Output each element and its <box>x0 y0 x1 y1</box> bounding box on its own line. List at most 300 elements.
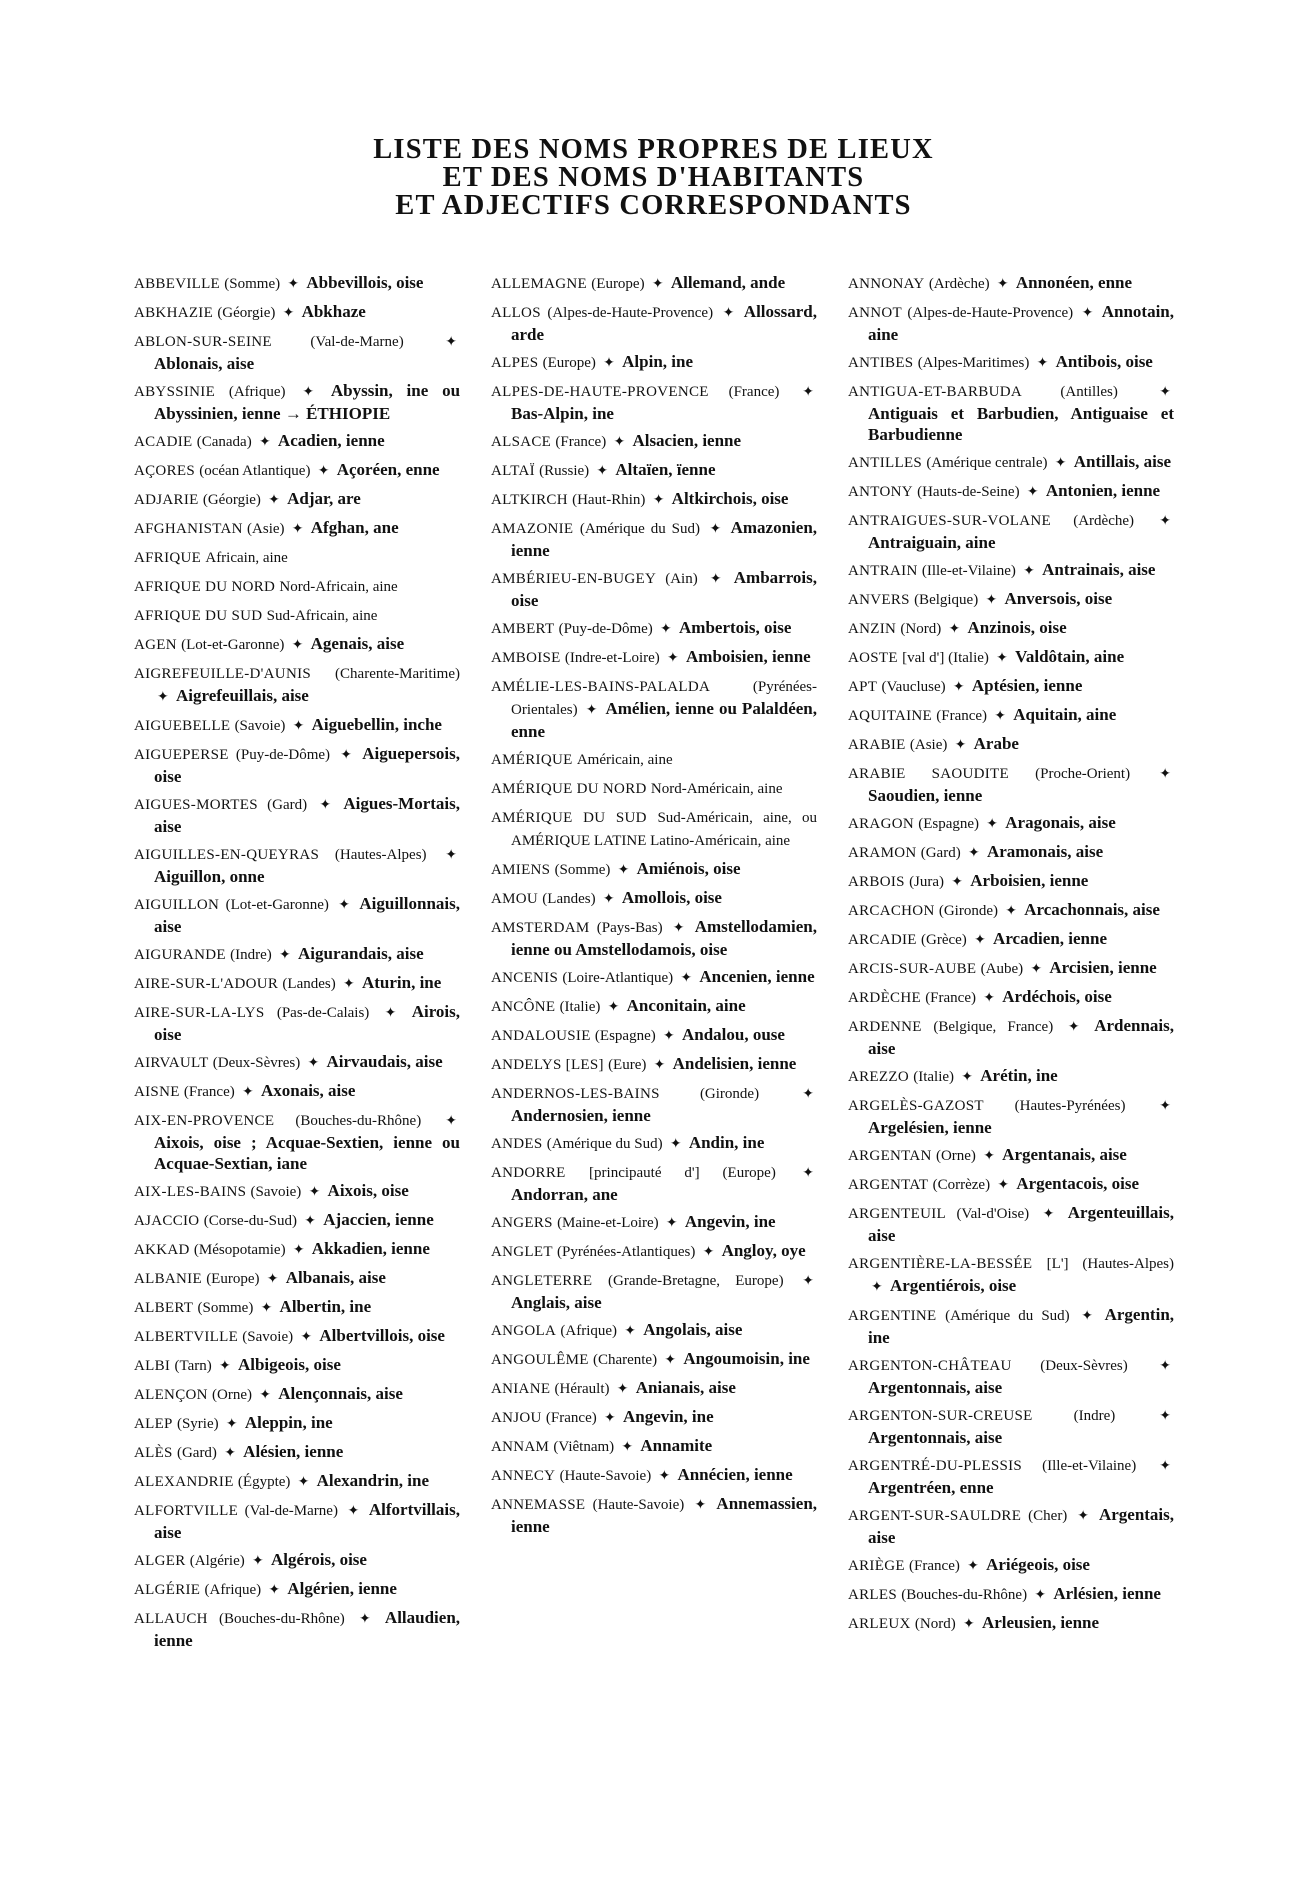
place-name: ARGENTON-SUR-CREUSE <box>848 1408 1033 1424</box>
place-name: AIGUEPERSE <box>134 747 229 763</box>
place-name: ABLON-SUR-SEINE <box>134 334 272 350</box>
place-region: (France) <box>925 990 976 1006</box>
list-item <box>491 301 817 345</box>
place-name: ALENÇON <box>134 1387 208 1403</box>
place-name: ALLAUCH <box>134 1611 208 1627</box>
inhabitant-name: Angolais, aise <box>643 1320 743 1339</box>
diamond-icon: ✦ <box>613 435 626 450</box>
diamond-icon: ✦ <box>624 1324 637 1339</box>
list-item <box>848 899 1174 922</box>
place-name: ARDENNE <box>848 1019 922 1035</box>
title-line-2: ET DES NOMS D'HABITANTS <box>442 162 865 193</box>
diamond-icon: ✦ <box>258 435 271 450</box>
place-region: (Charente) <box>592 1352 658 1368</box>
inhabitant-name: Alfortvillais, aise <box>154 1500 460 1542</box>
inhabitant-name: Ancenien, ienne <box>699 967 815 986</box>
list-item <box>848 841 1174 864</box>
list-item <box>491 966 817 989</box>
place-region: (Pyrénées-Atlantiques) <box>557 1244 696 1260</box>
inhabitant-name: Arboisien, ienne <box>970 871 1089 890</box>
list-item <box>491 1024 817 1047</box>
inhabitant-name: Annemassien, ienne <box>511 1494 818 1536</box>
inhabitant-name: Angoumoisin, ine <box>683 1349 810 1368</box>
place-region: (Haute-Savoie) <box>559 1468 652 1484</box>
inhabitant-name: Alençonnais, aise <box>278 1384 403 1403</box>
place-region: (Hauts-de-Seine) <box>917 484 1020 500</box>
diamond-icon: ✦ <box>1159 1099 1171 1114</box>
list-item <box>848 480 1174 503</box>
list-item <box>491 1464 817 1487</box>
diamond-icon: ✦ <box>1023 564 1035 579</box>
list-item <box>848 1554 1174 1577</box>
diamond-icon: ✦ <box>1159 514 1171 529</box>
place-name: ALFORTVILLE <box>134 1503 239 1519</box>
place-name: ANNOT <box>848 305 902 321</box>
place-name: AJACCIO <box>134 1213 200 1229</box>
list-item <box>134 972 460 995</box>
inhabitant-name: Argentonnais, aise <box>868 1428 1003 1447</box>
inhabitant-name: Algérien, ienne <box>287 1579 397 1598</box>
place-name: ARLEUX <box>848 1616 911 1632</box>
inhabitant-name: Andin, ine <box>688 1133 765 1152</box>
inhabitant-name: Argentonnais, aise <box>868 1378 1003 1397</box>
diamond-icon: ✦ <box>218 1359 231 1374</box>
inhabitant-name: Aixois, oise ; Acquae-Sextien, ienne ou Acquae-Sextian, iane <box>154 1133 460 1173</box>
place-region: (Haute-Savoie) <box>592 1497 685 1513</box>
inhabitant-name: Aiguebellin, inche <box>311 715 442 734</box>
place-region: (Afrique) <box>228 384 286 400</box>
list-item <box>134 488 460 511</box>
list-item <box>134 893 460 937</box>
list-item <box>848 1612 1174 1635</box>
list-item <box>134 546 460 569</box>
diamond-icon: ✦ <box>596 464 609 479</box>
inhabitant-name: Ardéchois, oise <box>1002 987 1112 1006</box>
place-name: ADJARIE <box>134 492 199 508</box>
place-region: (Gironde) <box>938 903 998 919</box>
place-name: AMÉLIE-LES-BAINS-PALALDA <box>491 679 711 695</box>
list-item <box>848 1354 1174 1398</box>
inhabitant-name: Arlésien, ienne <box>1053 1584 1161 1603</box>
place-region: (Antilles) <box>1060 384 1118 400</box>
place-region: (océan Atlantique) <box>199 463 311 479</box>
list-item <box>491 646 817 669</box>
inhabitant-name: Afghan, ane <box>310 518 399 537</box>
place-name: ANTRAIN <box>848 563 918 579</box>
place-name: AMBERT <box>491 621 555 637</box>
inhabitant-name: Andelisien, ienne <box>672 1054 797 1073</box>
list-item <box>491 675 817 742</box>
diamond-icon: ✦ <box>224 1446 236 1461</box>
list-item <box>491 430 817 453</box>
place-region: (Espagne) <box>594 1028 656 1044</box>
list-item <box>491 1319 817 1342</box>
list-item <box>134 1325 460 1348</box>
inhabitant-name: Amollois, oise <box>621 888 722 907</box>
inhabitant-name: Aixois, oise <box>327 1181 409 1200</box>
place-name: AKKAD <box>134 1242 190 1258</box>
list-item <box>848 928 1174 951</box>
place-region: (Proche-Orient) <box>1035 766 1131 782</box>
place-name: ALPES-DE-HAUTE-PROVENCE <box>491 384 709 400</box>
list-item <box>848 272 1174 295</box>
place-region: Sud-Africain, aine <box>266 608 378 624</box>
inhabitant-name: Altkirchois, oise <box>671 489 789 508</box>
inhabitant-name: Aiguepersois, oise <box>154 744 460 786</box>
inhabitant-name: Acadien, ienne <box>277 431 385 450</box>
diamond-icon: ✦ <box>669 1137 682 1152</box>
list-item <box>134 1499 460 1543</box>
place-region: (Amérique centrale) <box>926 455 1048 471</box>
inhabitant-name: Ardennais, aise <box>868 1016 1175 1058</box>
list-item <box>134 1470 460 1493</box>
inhabitant-name: Albigeois, oise <box>237 1355 341 1374</box>
place-name: ALLEMAGNE <box>491 276 588 292</box>
place-region: (Landes) <box>282 976 336 992</box>
place-name: ACADIE <box>134 434 193 450</box>
list-item <box>848 646 1174 669</box>
inhabitant-name: Amstellodamien, ienne ou Amstellodamois, oise <box>511 917 818 959</box>
title-line-1: LISTE DES NOMS PROPRES DE LIEUX <box>373 134 934 165</box>
inhabitant-name: Aigues-Mortais, aise <box>154 794 461 836</box>
place-name: ANTRAIGUES-SUR-VOLANE <box>848 513 1051 529</box>
list-item <box>848 957 1174 980</box>
diamond-icon: ✦ <box>1159 1359 1172 1374</box>
inhabitant-name: Arcadien, ienne <box>993 929 1108 948</box>
place-name: ABYSSINIE <box>134 384 216 400</box>
inhabitant-name: Aturin, ine <box>361 973 442 992</box>
place-name: ANNECY <box>491 1468 556 1484</box>
place-region: (Orne) <box>935 1148 976 1164</box>
diamond-icon: ✦ <box>665 1216 678 1231</box>
diamond-icon: ✦ <box>1054 456 1067 471</box>
list-item <box>848 812 1174 835</box>
list-item <box>134 1080 460 1103</box>
list-item <box>848 1144 1174 1167</box>
inhabitant-name: Angloy, oye <box>721 1241 806 1260</box>
diamond-icon: ✦ <box>268 493 280 508</box>
list-item <box>491 272 817 295</box>
place-name: AOSTE <box>848 650 898 666</box>
diamond-icon: ✦ <box>445 335 458 350</box>
inhabitant-name: Adjar, are <box>287 489 361 508</box>
inhabitant-name: Aquitain, aine <box>1013 705 1117 724</box>
place-name: AGEN <box>134 637 177 653</box>
place-name: ANNAM <box>491 1439 550 1455</box>
diamond-icon: ✦ <box>996 277 1009 292</box>
inhabitant-name: Aigurandais, aise <box>297 944 424 963</box>
inhabitant-name: Antraiguain, aine <box>868 533 996 552</box>
place-name: ARGENTIÈRE-LA-BESSÉE <box>848 1256 1033 1272</box>
place-name: ALGER <box>134 1553 186 1569</box>
diamond-icon: ✦ <box>962 1617 975 1632</box>
place-region: (Hautes-Alpes) <box>334 847 427 863</box>
inhabitant-name: Abyssin, ine ou Abyssinien, ienne → ÉTHIOPIE <box>154 381 461 423</box>
place-region: (Cher) <box>1028 1508 1068 1524</box>
list-item <box>848 1015 1174 1059</box>
diamond-icon: ✦ <box>292 719 305 734</box>
diamond-icon: ✦ <box>1159 1459 1172 1474</box>
diamond-icon: ✦ <box>585 703 598 718</box>
place-region: (Gard) <box>267 797 308 813</box>
diamond-icon: ✦ <box>1159 767 1171 782</box>
diamond-icon: ✦ <box>342 977 355 992</box>
diamond-icon: ✦ <box>1159 1409 1172 1424</box>
place-name: AIGUILLES-EN-QUEYRAS <box>134 847 320 863</box>
place-region: (Europe) <box>206 1271 260 1287</box>
diamond-icon: ✦ <box>802 1274 815 1289</box>
place-name: ARGENTON-CHÂTEAU <box>848 1358 1012 1374</box>
place-region: (Mésopotamie) <box>193 1242 286 1258</box>
list-item <box>491 806 817 852</box>
diamond-icon: ✦ <box>291 522 304 537</box>
place-region: (Savoie) <box>242 1329 294 1345</box>
place-name: ANZIN <box>848 621 897 637</box>
diamond-icon: ✦ <box>983 1149 995 1164</box>
place-name: ARGENTEUIL <box>848 1206 946 1222</box>
inhabitant-name: Anzinois, oise <box>967 618 1067 637</box>
place-name: AIGUES-MORTES <box>134 797 258 813</box>
list-item <box>848 588 1174 611</box>
place-name: ANNEMASSE <box>491 1497 586 1513</box>
place-region: (Val-d'Oise) <box>956 1206 1030 1222</box>
place-name: ALEXANDRIE <box>134 1474 234 1490</box>
inhabitant-name: Aiguillonnais, aise <box>154 894 460 936</box>
diamond-icon: ✦ <box>445 848 457 863</box>
place-region: (Europe) <box>542 355 596 371</box>
list-item <box>848 1404 1174 1448</box>
inhabitant-name: Anianais, aise <box>635 1378 736 1397</box>
diamond-icon: ✦ <box>621 1440 634 1455</box>
place-name: ANGOLA <box>491 1323 557 1339</box>
diamond-icon: ✦ <box>1030 962 1043 977</box>
diamond-icon: ✦ <box>607 1000 620 1015</box>
place-name: ALLOS <box>491 305 541 321</box>
inhabitant-name: Antrainais, aise <box>1042 560 1156 579</box>
place-region: Sud-Américain, aine, ou AMÉRIQUE LATINE Latino-Américain, aine <box>511 810 818 849</box>
place-region: (Somme) <box>554 862 611 878</box>
place-region: (Savoie) <box>250 1184 302 1200</box>
place-region: (Puy-de-Dôme) <box>558 621 653 637</box>
list-item <box>491 916 817 960</box>
list-item <box>134 1109 460 1174</box>
inhabitant-name: Arcachonnais, aise <box>1024 900 1160 919</box>
place-name: ANDORRE <box>491 1165 566 1181</box>
diamond-icon: ✦ <box>282 306 295 321</box>
place-name: ALTKIRCH <box>491 492 568 508</box>
place-name: AIX-EN-PROVENCE <box>134 1113 275 1129</box>
diamond-icon: ✦ <box>802 385 814 400</box>
diamond-icon: ✦ <box>292 1243 305 1258</box>
diamond-icon: ✦ <box>268 1583 281 1598</box>
diamond-icon: ✦ <box>260 1301 273 1316</box>
list-item <box>491 1132 817 1155</box>
place-name: ANDERNOS-LES-BAINS <box>491 1086 660 1102</box>
list-item <box>134 743 460 787</box>
place-name: ANTIBES <box>848 355 914 371</box>
list-item <box>491 1082 817 1126</box>
place-region: Américain, aine <box>576 752 673 768</box>
place-region: (Corrèze) <box>932 1177 991 1193</box>
diamond-icon: ✦ <box>340 748 353 763</box>
place-region: (Ille-et-Vilaine) <box>921 563 1016 579</box>
diamond-icon: ✦ <box>1067 1020 1080 1035</box>
diamond-icon: ✦ <box>308 1185 321 1200</box>
diamond-icon: ✦ <box>651 277 664 292</box>
place-region: (Tarn) <box>174 1358 212 1374</box>
list-item <box>848 733 1174 756</box>
diamond-icon: ✦ <box>291 638 304 653</box>
place-name: ARCIS-SUR-AUBE <box>848 961 977 977</box>
diamond-icon: ✦ <box>1077 1509 1089 1524</box>
place-region: (Val-de-Marne) <box>244 1503 338 1519</box>
place-region: (Val-de-Marne) <box>310 334 404 350</box>
place-name: AMBOISE <box>491 650 561 666</box>
place-region: Nord-Américain, aine <box>650 781 783 797</box>
place-region: (Pays-Bas) <box>596 920 663 936</box>
place-name: ARCADIE <box>848 932 917 948</box>
inhabitant-name: Amélien, ienne ou Palaldéen, enne <box>511 699 818 741</box>
list-item <box>134 272 460 295</box>
diamond-icon: ✦ <box>802 1087 815 1102</box>
list-item <box>491 459 817 482</box>
diamond-icon: ✦ <box>1081 306 1094 321</box>
list-item <box>134 517 460 540</box>
place-name: ANGLET <box>491 1244 553 1260</box>
diamond-icon: ✦ <box>951 875 964 890</box>
diamond-icon: ✦ <box>660 622 672 637</box>
place-name: AÇORES <box>134 463 195 479</box>
inhabitant-name: Antonien, ienne <box>1045 481 1161 500</box>
list-item <box>134 459 460 482</box>
list-item <box>134 430 460 453</box>
place-region: (Hautes-Pyrénées) <box>1014 1098 1126 1114</box>
place-region: (Italie) <box>913 1069 955 1085</box>
inhabitant-name: Annonéen, enne <box>1015 273 1133 292</box>
inhabitant-name: Argentais, aise <box>868 1505 1175 1547</box>
list-item <box>848 617 1174 640</box>
place-region: (Gironde) <box>699 1086 760 1102</box>
diamond-icon: ✦ <box>664 1353 677 1368</box>
inhabitant-name: Allaudien, ienne <box>154 1608 461 1650</box>
list-item <box>848 380 1174 445</box>
place-region: (Indre) <box>1073 1408 1116 1424</box>
place-name: ANDALOUSIE <box>491 1028 591 1044</box>
list-item <box>491 777 817 800</box>
place-region: (Somme) <box>224 276 281 292</box>
diamond-icon: ✦ <box>241 1085 254 1100</box>
diamond-icon: ✦ <box>802 1166 814 1181</box>
place-name: AMAZONIE <box>491 521 574 537</box>
place-name: AMIENS <box>491 862 551 878</box>
place-name: AIRVAULT <box>134 1055 209 1071</box>
place-region: (Belgique, France) <box>933 1019 1054 1035</box>
diamond-icon: ✦ <box>948 622 961 637</box>
place-name: ALGÉRIE <box>134 1582 201 1598</box>
place-region: (Indre-et-Loire) <box>564 650 660 666</box>
inhabitant-name: Argentin, ine <box>868 1305 1175 1347</box>
place-region: (Canada) <box>196 434 252 450</box>
place-name: ALTAÏ <box>491 463 535 479</box>
list-item <box>134 1441 460 1464</box>
place-name: ARDÈCHE <box>848 990 921 1006</box>
list-item <box>848 509 1174 553</box>
diamond-icon: ✦ <box>994 709 1007 724</box>
place-name: ARCACHON <box>848 903 935 919</box>
inhabitant-name: Andernosien, ienne <box>511 1106 651 1125</box>
place-name: ARABIE SAOUDITE <box>848 766 1009 782</box>
place-region: (Loire-Atlantique) <box>562 970 674 986</box>
entry-column-1 <box>134 272 460 1657</box>
place-region: (France) <box>545 1410 597 1426</box>
place-name: ANJOU <box>491 1410 542 1426</box>
place-name: ARBOIS <box>848 874 905 890</box>
list-item <box>134 1296 460 1319</box>
diamond-icon: ✦ <box>1026 485 1039 500</box>
inhabitant-name: Ambertois, oise <box>679 618 792 637</box>
diamond-icon: ✦ <box>304 1214 317 1229</box>
diamond-icon: ✦ <box>603 356 615 371</box>
place-region: (Amérique du Sud) <box>579 521 700 537</box>
place-name: ANGLETERRE <box>491 1273 593 1289</box>
diamond-icon: ✦ <box>967 846 980 861</box>
list-item <box>848 1173 1174 1196</box>
place-name: AIGREFEUILLE-D'AUNIS <box>134 666 312 682</box>
list-item <box>134 301 460 324</box>
place-name: AIX-LES-BAINS <box>134 1184 247 1200</box>
place-name: AREZZO <box>848 1069 909 1085</box>
diamond-icon: ✦ <box>266 1272 279 1287</box>
inhabitant-name: Anconitain, aine <box>626 996 746 1015</box>
inhabitant-name: Annamite <box>640 1436 713 1455</box>
inhabitant-name: Anglais, aise <box>511 1293 602 1312</box>
list-item <box>134 943 460 966</box>
inhabitant-name: Antiguais et Barbudien, Antiguaise et Barbudienne <box>868 404 1174 444</box>
diamond-icon: ✦ <box>1042 1207 1055 1222</box>
list-item <box>134 1180 460 1203</box>
diamond-icon: ✦ <box>279 948 291 963</box>
place-region: (Alpes-Maritimes) <box>917 355 1030 371</box>
list-item <box>848 704 1174 727</box>
inhabitant-name: Bas-Alpin, ine <box>511 404 614 423</box>
place-region: (Géorgie) <box>217 305 276 321</box>
place-name: AMOU <box>491 891 539 907</box>
list-item <box>491 567 817 611</box>
list-item <box>134 662 460 708</box>
diamond-icon: ✦ <box>652 493 665 508</box>
inhabitant-name: Alexandrin, ine <box>316 1471 430 1490</box>
place-region: (Puy-de-Dôme) <box>235 747 331 763</box>
list-item <box>491 1377 817 1400</box>
inhabitant-name: Arabe <box>973 734 1019 753</box>
list-item <box>491 617 817 640</box>
list-item <box>848 1304 1174 1348</box>
list-item <box>491 995 817 1018</box>
list-item <box>491 1348 817 1371</box>
diamond-icon: ✦ <box>997 1178 1010 1193</box>
place-name: AMSTERDAM <box>491 920 590 936</box>
place-region: (Pyrénées-Orientales) <box>511 679 817 718</box>
place-name: ARGENT-SUR-SAULDRE <box>848 1508 1022 1524</box>
list-item <box>491 488 817 511</box>
inhabitant-name: Ablonais, aise <box>154 354 255 373</box>
inhabitant-name: Argentiérois, oise <box>889 1276 1017 1295</box>
place-region: (Vaucluse) <box>881 679 946 695</box>
list-item <box>134 330 460 374</box>
inhabitant-name: Annécien, ienne <box>677 1465 793 1484</box>
diamond-icon: ✦ <box>225 1417 238 1432</box>
inhabitant-name: Agenais, aise <box>310 634 405 653</box>
